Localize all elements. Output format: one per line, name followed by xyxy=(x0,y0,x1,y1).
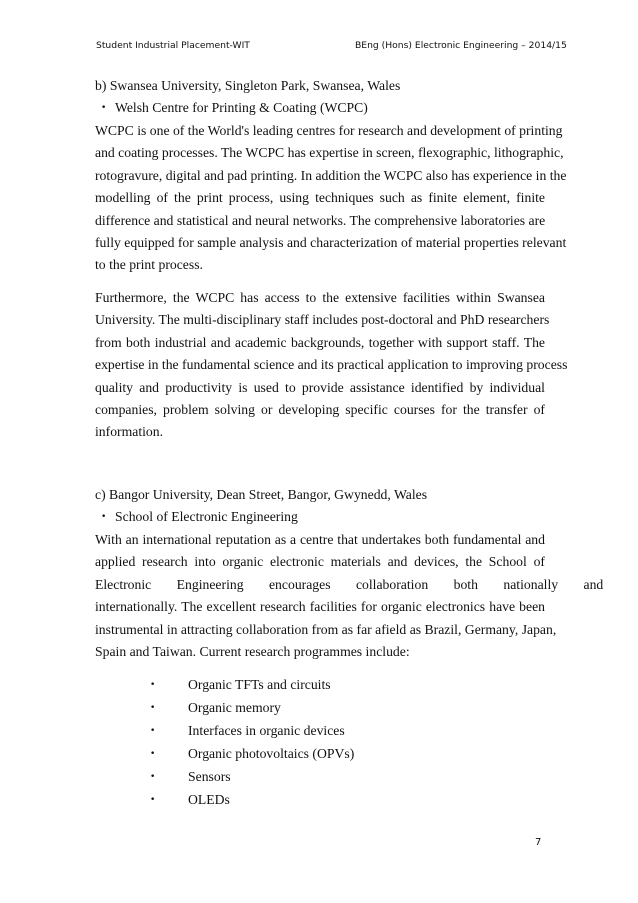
para2-line: from both industrial and academic backgrounds, together with support staff. The xyxy=(95,335,545,350)
section-b-heading: b) Swansea University, Singleton Park, Swansea, Wales xyxy=(95,78,401,93)
bullet-icon: • xyxy=(150,749,156,759)
para3-line: With an international reputation as a centre that undertakes both fundamental and xyxy=(95,532,545,547)
para1-line: to the print process. xyxy=(95,257,203,272)
para3-line: applied research into organic electronic materials and devices, the School of xyxy=(95,554,545,569)
para1-line: and coating processes. The WCPC has expertise in screen, flexographic, lithographic, xyxy=(95,145,564,160)
page-number: 7 xyxy=(535,837,542,848)
para2-line: information. xyxy=(95,424,164,439)
para3-line: Electronic Engineering encourages collaboration both nationally and xyxy=(95,577,604,592)
bullet-icon: • xyxy=(150,772,156,782)
bullet-icon: • xyxy=(150,726,156,736)
para3-line: internationally. The excellent research facilities for organic electronics have been xyxy=(95,599,545,614)
programme-item: Organic photovoltaics (OPVs) xyxy=(188,746,355,761)
bullet-icon: • xyxy=(150,703,156,713)
para3-line: Spain and Taiwan. Current research programmes include: xyxy=(95,644,410,659)
para1-line: difference and statistical and neural networks. The comprehensive laboratories are xyxy=(95,213,546,228)
bullet-icon: • xyxy=(150,795,156,805)
para2-line: University. The multi-disciplinary staff includes post-doctoral and PhD researchers xyxy=(95,312,550,327)
para2-line: quality and productivity is used to provide assistance identified by individual xyxy=(95,380,545,395)
section-c-heading: c) Bangor University, Dean Street, Bangor, Gwynedd, Wales xyxy=(95,487,428,502)
programme-item: Interfaces in organic devices xyxy=(188,723,345,738)
header-right: BEng (Hons) Electronic Engineering – 2014/15 xyxy=(355,40,567,51)
programme-item: OLEDs xyxy=(188,792,230,807)
section-c-bullet: School of Electronic Engineering xyxy=(115,509,298,524)
para3-line: instrumental in attracting collaboration from as far afield as Brazil, Germany, Japan, xyxy=(95,622,557,637)
para2-line: companies, problem solving or developing specific courses for the transfer of xyxy=(95,402,545,417)
bullet-icon: • xyxy=(101,103,107,113)
para2-line: expertise in the fundamental science and its practical application to improving process xyxy=(95,357,568,372)
section-b-bullet: Welsh Centre for Printing & Coating (WCPC) xyxy=(115,100,368,115)
header-left: Student Industrial Placement-WIT xyxy=(96,40,250,51)
bullet-icon: • xyxy=(150,680,156,690)
bullet-icon: • xyxy=(101,512,107,522)
para2-line: Furthermore, the WCPC has access to the extensive facilities within Swansea xyxy=(95,290,545,305)
para1-line: fully equipped for sample analysis and characterization of material properties relevant xyxy=(95,235,567,250)
programme-item: Organic memory xyxy=(188,700,281,715)
programme-item: Sensors xyxy=(188,769,231,784)
programme-item: Organic TFTs and circuits xyxy=(188,677,331,692)
para1-line: rotogravure, digital and pad printing. In addition the WCPC also has experience in the xyxy=(95,168,567,183)
para1-line: WCPC is one of the World's leading centres for research and development of printing xyxy=(95,123,563,138)
para1-line: modelling of the print process, using techniques such as finite element, finite xyxy=(95,190,545,205)
